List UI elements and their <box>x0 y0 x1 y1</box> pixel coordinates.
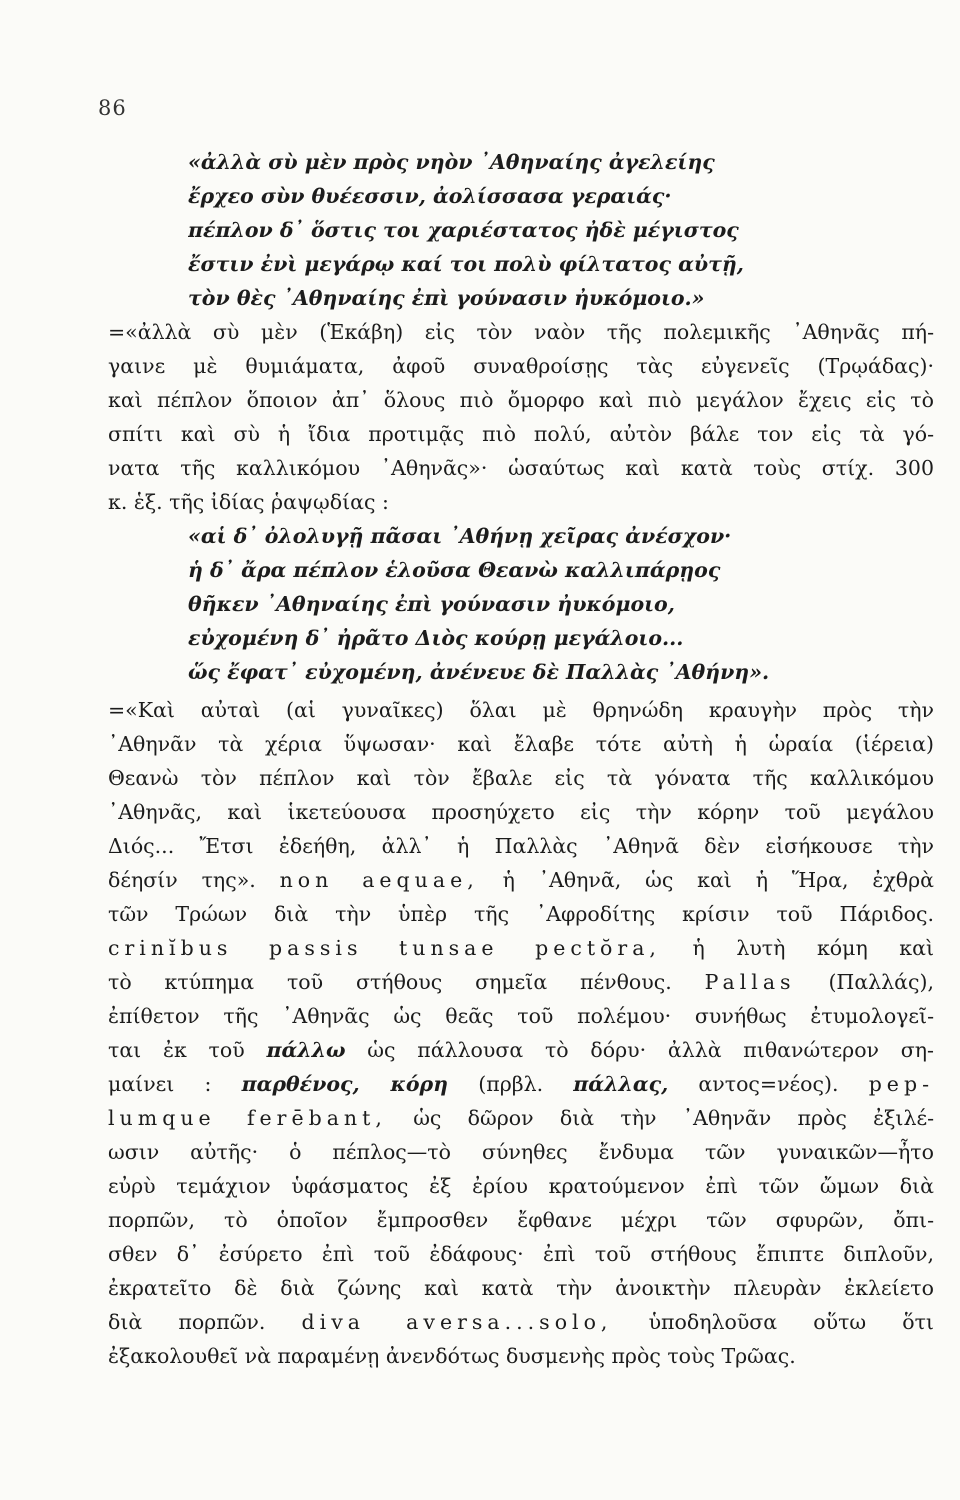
prose-line <box>108 965 934 999</box>
greek-lemma: πάλλας, <box>573 1072 669 1096</box>
prose-text: (Παλλάς), <box>828 970 934 994</box>
prose-text: αντος=νέος). <box>698 1072 839 1096</box>
prose-text: ὡς πάλλουσα τὸ δόρυ· ἀλλὰ πιθανώτερον ση- <box>367 1038 934 1062</box>
verse-line: ὥς ἔφατ᾿ εὐχομένη, ἀνένευε δὲ Παλλὰς ᾿Αθήνη». <box>188 660 770 684</box>
prose-line: ωσιν αὐτῆς· ὁ πέπλος—τὸ σύνηθες ἔνδυμα τῶν γυναικῶν—ἦτο <box>108 1140 934 1164</box>
latin-lemma: pep- <box>868 1072 934 1096</box>
verse-line: τὸν θὲς ᾿Αθηναίης ἐπὶ γούνασιν ἠυκόμοιο.» <box>188 286 705 310</box>
prose-line: ἐξακολουθεῖ νὰ παραμένῃ ἀνενδότως δυσμενὴς πρὸς τοὺς Τρῶας. <box>108 1344 796 1368</box>
prose-line: =«Καὶ αὐταὶ (αἱ γυναῖκες) ὅλαι μὲ θρηνώδη κραυγὴν πρὸς τὴν <box>108 698 934 722</box>
prose-text: μαίνει : <box>108 1072 212 1096</box>
prose-line: σθεν δ᾿ ἐσύρετο ἐπὶ τοῦ ἐδάφους· ἐπὶ τοῦ στήθους ἔπιπτε διπλοῦν, <box>108 1242 934 1266</box>
prose-text: διὰ πορπῶν. <box>108 1310 266 1334</box>
latin-lemma: Pallas <box>704 970 796 994</box>
prose-text: δέησίν της». <box>108 868 256 892</box>
prose-line <box>108 1033 934 1067</box>
prose-text: ὡς δῶρον διὰ τὴν ᾿Αθηνᾶν πρὸς ἐξιλέ- <box>413 1106 934 1130</box>
page-number: 86 <box>98 96 127 120</box>
verse-line: θῆκεν ᾿Αθηναίης ἐπὶ γούνασιν ἠυκόμοιο, <box>188 592 675 616</box>
prose-text: ἡ ᾿Αθηνᾶ, ὡς καὶ ἡ Ἥρα, ἐχθρὰ <box>502 868 934 892</box>
commentary-paragraph <box>108 693 934 1373</box>
verse-line: ἔστιν ἐνὶ μεγάρῳ καί τοι πολὺ φίλτατος αὐτῇ, <box>188 252 744 276</box>
latin-lemma: lumque ferēbant, <box>108 1106 387 1130</box>
translation-paragraph-1 <box>108 315 934 519</box>
prose-line <box>108 1067 934 1101</box>
latin-lemma: non aequae, <box>279 868 479 892</box>
verse-line: πέπλον δ᾿ ὅστις τοι χαριέστατος ἠδὲ μέγιστος <box>188 218 739 242</box>
latin-lemma: crinĭbus passis tunsae pectŏra, <box>108 936 661 960</box>
verse-line: «ἀλλὰ σὺ μὲν πρὸς νηὸν ᾿Αθηναίης ἀγελείης <box>188 150 715 174</box>
prose-text: ται ἐκ τοῦ <box>108 1038 245 1062</box>
prose-line: Διός... Ἔτσι ἐδεήθη, ἀλλ᾿ ἡ Παλλὰς ᾿Αθηνᾶ δὲν εἰσήκουσε τὴν <box>108 834 934 858</box>
verse-line: ἔρχεο σὺν θυέεσσιν, ἀολίσσασα γεραιάς· <box>188 184 672 208</box>
greek-lemma: παρθένος, κόρη <box>241 1072 449 1096</box>
prose-line: ἐπίθετον τῆς ᾿Αθηνᾶς ὡς θεᾶς τοῦ πολέμου· συνήθως ἐτυμολογεῖ- <box>108 1004 934 1028</box>
verse-quote-2 <box>188 519 888 689</box>
prose-text: (πρβλ. <box>478 1072 544 1096</box>
verse-line: εὐχομένη δ᾿ ἠρᾶτο Διὸς κούρῃ μεγάλοιο... <box>188 626 684 650</box>
prose-line <box>108 1101 934 1135</box>
prose-line: =«ἀλλὰ σὺ μὲν (Ἑκάβη) εἰς τὸν ναὸν τῆς πολεμικῆς ᾿Αθηνᾶς πή- <box>108 320 934 344</box>
prose-line: πορπῶν, τὸ ὁποῖον ἔμπροσθεν ἔφθανε μέχρι τῶν σφυρῶν, ὄπι- <box>108 1208 934 1232</box>
verse-line: ἡ δ᾿ ἄρα πέπλον ἑλοῦσα Θεανὼ καλλιπάρῃος <box>188 558 721 582</box>
verse-line: «αἱ δ᾿ ὀλολυγῇ πᾶσαι ᾿Αθήνῃ χεῖρας ἀνέσχον· <box>188 524 732 548</box>
prose-line <box>108 931 934 965</box>
latin-lemma: diva aversa...solo, <box>301 1310 613 1334</box>
greek-lemma: πάλλω <box>266 1038 346 1062</box>
prose-line: νατα τῆς καλλικόμου ᾿Αθηνᾶς»· ὡσαύτως καὶ κατὰ τοὺς στίχ. 300 <box>108 456 934 480</box>
verse-quote-1 <box>188 145 888 315</box>
prose-text: ἡ λυτὴ κόμη καὶ <box>692 936 934 960</box>
prose-line: Θεανὼ τὸν πέπλον καὶ τὸν ἔβαλε εἰς τὰ γόνατα τῆς καλλικόμου <box>108 766 934 790</box>
prose-line: γαινε μὲ θυμιάματα, ἀφοῦ συναθροίσῃς τὰς εὐγενεῖς (Τρῳάδας)· <box>108 354 934 378</box>
prose-line <box>108 1305 934 1339</box>
prose-line: ἐκρατεῖτο δὲ διὰ ζώνης καὶ κατὰ τὴν ἀνοικτὴν πλευρὰν ἐκλείετο <box>108 1276 934 1300</box>
prose-line: εὐρὺ τεμάχιον ὑφάσματος ἐξ ἐρίου κρατούμενον ἐπὶ τῶν ὤμων διὰ <box>108 1174 934 1198</box>
prose-line: σπίτι καὶ σὺ ἡ ἴδια προτιμᾷς πιὸ πολύ, αὐτὸν βάλε τον εἰς τὰ γό- <box>108 422 934 446</box>
prose-line: τῶν Τρώων διὰ τὴν ὑπὲρ τῆς ᾿Αφροδίτης κρίσιν τοῦ Πάριδος. <box>108 902 934 926</box>
prose-text: τὸ κτύπημα τοῦ στήθους σημεῖα πένθους. <box>108 970 672 994</box>
prose-line: καὶ πέπλον ὅποιον ἀπ᾿ ὅλους πιὸ ὄμορφο καὶ πιὸ μεγάλον ἔχεις εἰς τὸ <box>108 388 934 412</box>
prose-line: κ. ἑξ. τῆς ἰδίας ῥαψῳδίας : <box>108 490 389 514</box>
prose-line: ᾿Αθηνᾶν τὰ χέρια ὕψωσαν· καὶ ἔλαβε τότε αὐτὴ ἡ ὡραία (ἱέρεια) <box>108 732 934 756</box>
prose-line <box>108 863 934 897</box>
prose-line: ᾿Αθηνᾶς, καὶ ἱκετεύουσα προσηύχετο εἰς τὴν κόρην τοῦ μεγάλου <box>108 800 934 824</box>
prose-text: ὑποδηλοῦσα οὕτω ὅτι <box>648 1310 934 1334</box>
